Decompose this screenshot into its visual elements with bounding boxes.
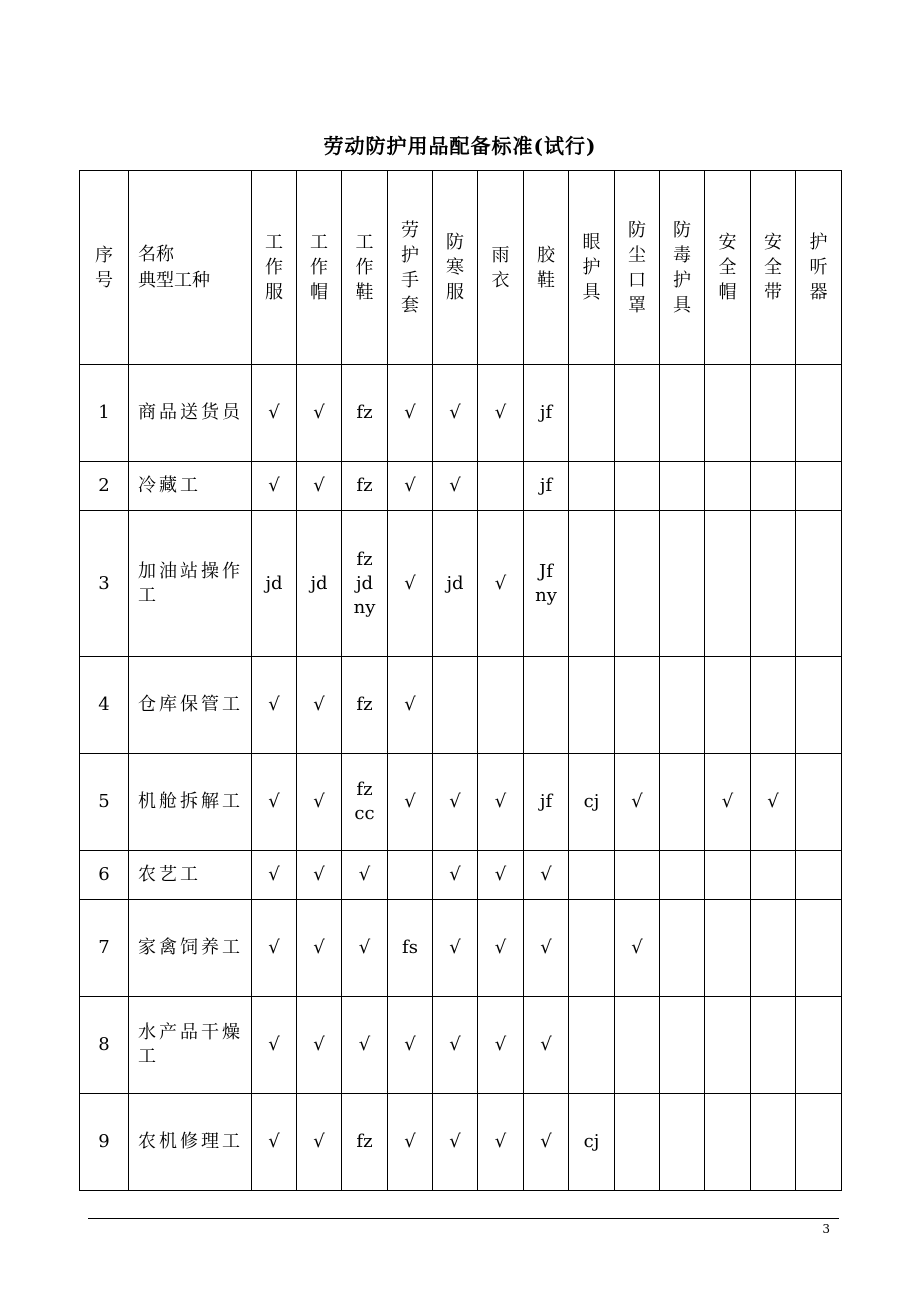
row-job-name: 水产品干燥工	[129, 997, 252, 1094]
ppe-cell	[615, 511, 660, 657]
ppe-cell: √	[478, 851, 524, 900]
column-header	[524, 171, 569, 365]
ppe-cell	[796, 365, 842, 462]
column-header	[297, 171, 342, 365]
ppe-cell: √	[252, 462, 297, 511]
column-header-char: 安	[718, 232, 737, 253]
column-header-char: 防	[628, 219, 646, 241]
ppe-cell: fz	[342, 365, 388, 462]
ppe-cell	[751, 851, 796, 900]
column-header-char: 全	[764, 257, 782, 278]
ppe-cell: jf	[524, 754, 569, 851]
ppe-cell: √	[478, 754, 524, 851]
ppe-cell: √	[524, 900, 569, 997]
header-row	[80, 171, 842, 365]
column-header-char: 雨	[491, 244, 510, 266]
name-header-line: 典型工种	[138, 269, 210, 291]
seq-header-char: 序	[95, 244, 113, 266]
column-header-char: 工	[355, 232, 374, 253]
ppe-cell-line: fz	[356, 779, 373, 800]
column-header-char: 衣	[491, 269, 510, 291]
column-header	[342, 171, 388, 365]
column-header-char: 听	[809, 257, 828, 278]
ppe-cell	[751, 657, 796, 754]
page-number: 3	[822, 1222, 830, 1236]
ppe-cell	[660, 511, 705, 657]
ppe-cell: √	[433, 997, 478, 1094]
table-row	[80, 1094, 842, 1191]
ppe-cell	[705, 462, 751, 511]
column-header	[569, 171, 615, 365]
ppe-cell: jf	[524, 365, 569, 462]
ppe-cell: fz	[342, 1094, 388, 1191]
ppe-cell	[796, 997, 842, 1094]
ppe-cell	[751, 365, 796, 462]
ppe-cell	[660, 657, 705, 754]
ppe-cell	[796, 1094, 842, 1191]
ppe-cell	[478, 657, 524, 754]
column-header-char: 眼	[582, 232, 601, 253]
ppe-cell	[660, 1094, 705, 1191]
ppe-cell	[524, 657, 569, 754]
row-job-name: 机舱拆解工	[129, 754, 252, 851]
column-header-char: 口	[628, 269, 646, 291]
table-row	[80, 851, 842, 900]
row-seq: 7	[80, 900, 129, 997]
ppe-cell	[751, 900, 796, 997]
column-header-char: 胶	[537, 244, 555, 266]
ppe-cell	[569, 997, 615, 1094]
column-header-char: 防	[673, 219, 691, 241]
row-seq: 6	[80, 851, 129, 900]
ppe-cell	[751, 462, 796, 511]
column-header	[751, 171, 796, 365]
ppe-cell: √	[297, 997, 342, 1094]
row-seq: 2	[80, 462, 129, 511]
ppe-cell	[705, 1094, 751, 1191]
ppe-cell	[615, 657, 660, 754]
ppe-cell: √	[297, 851, 342, 900]
ppe-cell	[569, 365, 615, 462]
seq-header-char: 号	[95, 269, 113, 291]
ppe-cell: √	[478, 1094, 524, 1191]
ppe-cell	[433, 657, 478, 754]
table-row	[80, 900, 842, 997]
ppe-cell: jf	[524, 462, 569, 511]
ppe-cell: √	[388, 365, 433, 462]
column-header-char: 服	[446, 282, 464, 303]
row-job-name: 农机修理工	[129, 1094, 252, 1191]
row-seq: 8	[80, 997, 129, 1094]
ppe-cell: √	[388, 462, 433, 511]
ppe-cell	[569, 851, 615, 900]
ppe-cell: √	[751, 754, 796, 851]
column-header-char: 器	[809, 282, 828, 303]
column-header	[796, 171, 842, 365]
table-row	[80, 657, 842, 754]
column-header-char: 工	[265, 232, 283, 253]
ppe-cell: √	[342, 851, 388, 900]
column-header-char: 护	[401, 244, 419, 266]
ppe-cell: √	[478, 997, 524, 1094]
ppe-cell: √	[297, 754, 342, 851]
ppe-cell: √	[478, 900, 524, 997]
column-header-char: 全	[718, 257, 737, 278]
ppe-cell	[660, 462, 705, 511]
ppe-cell	[388, 851, 433, 900]
column-header-char: 服	[265, 282, 283, 303]
ppe-cell-line: jd	[355, 572, 374, 594]
ppe-cell: √	[342, 900, 388, 997]
ppe-cell: √	[388, 997, 433, 1094]
ppe-cell	[660, 851, 705, 900]
ppe-cell: fz	[342, 462, 388, 511]
column-header-char: 手	[401, 269, 419, 291]
ppe-cell: √	[297, 657, 342, 754]
ppe-cell	[705, 900, 751, 997]
column-header-char: 安	[764, 232, 782, 253]
ppe-cell: √	[615, 900, 660, 997]
column-header-char: 鞋	[355, 282, 374, 303]
column-header-char: 套	[401, 294, 419, 316]
ppe-cell	[615, 997, 660, 1094]
column-header	[252, 171, 297, 365]
ppe-cell-line: ny	[535, 584, 557, 606]
table-row	[80, 365, 842, 462]
column-header	[705, 171, 751, 365]
ppe-cell-line: Jf	[539, 560, 553, 582]
ppe-cell	[796, 754, 842, 851]
column-header-char: 毒	[673, 244, 691, 266]
ppe-cell	[796, 900, 842, 997]
column-header-char: 劳	[401, 219, 419, 241]
ppe-cell	[796, 462, 842, 511]
page-title: 劳动防护用品配备标准(试行)	[323, 134, 597, 158]
ppe-cell: √	[433, 462, 478, 511]
ppe-cell	[342, 754, 388, 851]
ppe-cell	[705, 851, 751, 900]
row-job-name: 加油站操作工	[129, 511, 252, 657]
table-row	[80, 511, 842, 657]
ppe-cell: √	[252, 997, 297, 1094]
column-header-char: 护	[809, 232, 828, 253]
ppe-cell: √	[388, 754, 433, 851]
ppe-cell: √	[388, 657, 433, 754]
row-job-name: 商品送货员	[129, 365, 252, 462]
ppe-cell: √	[433, 900, 478, 997]
ppe-cell: cj	[569, 1094, 615, 1191]
column-header-char: 工	[310, 232, 328, 253]
column-header-char: 鞋	[537, 269, 555, 291]
ppe-cell	[615, 462, 660, 511]
ppe-cell: √	[615, 754, 660, 851]
column-header	[660, 171, 705, 365]
ppe-cell: √	[297, 1094, 342, 1191]
ppe-cell: fz	[342, 657, 388, 754]
ppe-cell: √	[433, 754, 478, 851]
column-header-char: 护	[673, 269, 691, 291]
ppe-cell: √	[252, 657, 297, 754]
ppe-cell: √	[252, 1094, 297, 1191]
ppe-cell	[751, 511, 796, 657]
ppe-cell: √	[524, 1094, 569, 1191]
ppe-cell	[705, 365, 751, 462]
ppe-cell	[660, 754, 705, 851]
row-seq: 3	[80, 511, 129, 657]
ppe-cell	[342, 511, 388, 657]
footer-divider	[88, 1218, 839, 1219]
ppe-cell	[524, 511, 569, 657]
ppe-cell	[705, 997, 751, 1094]
column-header-char: 带	[764, 282, 782, 303]
row-seq: 9	[80, 1094, 129, 1191]
ppe-cell: √	[524, 851, 569, 900]
column-header	[388, 171, 433, 365]
ppe-cell	[796, 851, 842, 900]
row-job-name: 农艺工	[129, 851, 252, 900]
table-row	[80, 462, 842, 511]
seq-header	[80, 171, 129, 365]
ppe-cell	[615, 851, 660, 900]
column-header-char: 作	[355, 257, 374, 278]
ppe-cell: jd	[433, 511, 478, 657]
ppe-cell	[478, 462, 524, 511]
ppe-cell	[660, 900, 705, 997]
ppe-cell: cj	[569, 754, 615, 851]
row-seq: 1	[80, 365, 129, 462]
ppe-cell	[751, 1094, 796, 1191]
row-seq: 5	[80, 754, 129, 851]
ppe-cell: √	[705, 754, 751, 851]
row-job-name: 仓库保管工	[129, 657, 252, 754]
column-header-char: 寒	[446, 257, 464, 278]
ppe-cell: √	[342, 997, 388, 1094]
ppe-cell: √	[252, 851, 297, 900]
ppe-cell: √	[478, 511, 524, 657]
column-header	[615, 171, 660, 365]
ppe-cell	[615, 365, 660, 462]
ppe-cell: jd	[297, 511, 342, 657]
row-job-name: 冷藏工	[129, 462, 252, 511]
ppe-cell	[569, 657, 615, 754]
column-header-char: 具	[582, 282, 601, 303]
ppe-cell-line: cc	[354, 803, 375, 824]
ppe-cell: √	[433, 365, 478, 462]
ppe-cell	[705, 657, 751, 754]
ppe-cell: √	[297, 900, 342, 997]
column-header-char: 防	[446, 232, 464, 253]
ppe-cell	[751, 997, 796, 1094]
column-header-char: 尘	[628, 244, 646, 266]
column-header-char: 作	[265, 257, 283, 278]
column-header	[433, 171, 478, 365]
ppe-cell	[705, 511, 751, 657]
column-header-char: 帽	[310, 282, 328, 303]
ppe-standard-table	[79, 170, 842, 1191]
ppe-cell-line: fz	[356, 548, 373, 570]
table-row	[80, 997, 842, 1094]
ppe-cell	[660, 365, 705, 462]
ppe-cell: √	[433, 851, 478, 900]
ppe-cell	[660, 997, 705, 1094]
ppe-cell-line: ny	[353, 596, 376, 618]
column-header-char: 护	[582, 257, 601, 278]
ppe-cell: √	[478, 365, 524, 462]
ppe-cell: √	[252, 365, 297, 462]
name-header	[129, 171, 252, 365]
row-job-name: 家禽饲养工	[129, 900, 252, 997]
row-seq: 4	[80, 657, 129, 754]
ppe-cell	[569, 462, 615, 511]
table-row	[80, 754, 842, 851]
ppe-cell: √	[252, 900, 297, 997]
ppe-cell: √	[297, 365, 342, 462]
ppe-cell: √	[297, 462, 342, 511]
ppe-cell	[569, 511, 615, 657]
name-header-line: 名称	[138, 243, 174, 265]
ppe-cell: √	[524, 997, 569, 1094]
ppe-cell: √	[388, 1094, 433, 1191]
ppe-cell: jd	[252, 511, 297, 657]
column-header-char: 罩	[628, 294, 646, 316]
ppe-cell	[796, 511, 842, 657]
ppe-cell	[615, 1094, 660, 1191]
ppe-cell	[569, 900, 615, 997]
ppe-cell: √	[433, 1094, 478, 1191]
ppe-cell: √	[252, 754, 297, 851]
column-header-char: 具	[673, 294, 691, 316]
ppe-cell: √	[388, 511, 433, 657]
ppe-cell: fs	[388, 900, 433, 997]
column-header-char: 帽	[718, 282, 737, 303]
column-header	[478, 171, 524, 365]
column-header-char: 作	[310, 257, 328, 278]
ppe-cell	[796, 657, 842, 754]
